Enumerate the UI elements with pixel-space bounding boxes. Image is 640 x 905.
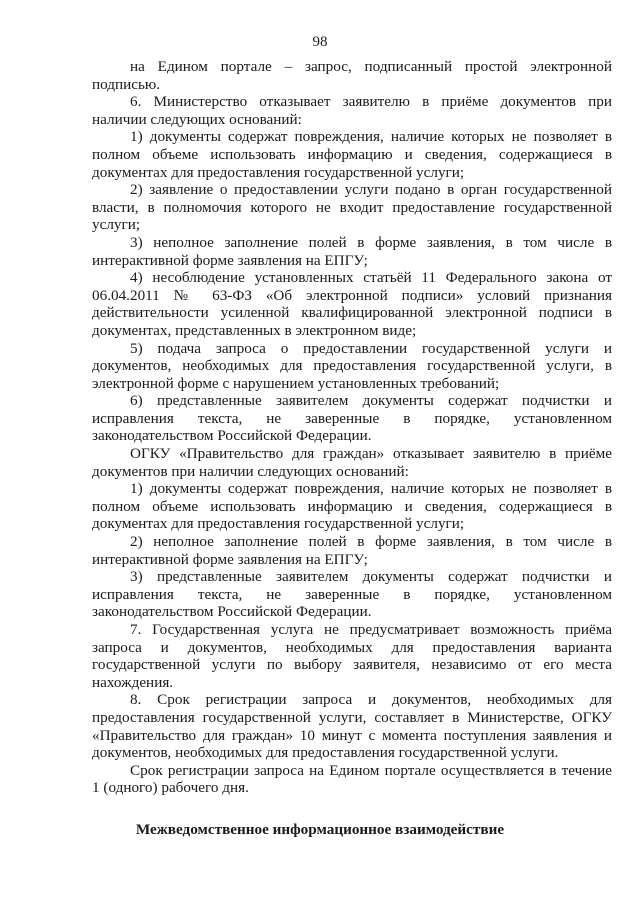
paragraph-ministry-reason-6: 6) представленные заявителем документы содержат подчистки и исправления текста, не заверенные в порядке, установленном законодательством Российской Федерации. — [92, 392, 612, 445]
paragraph-ogku-intro: ОГКУ «Правительство для граждан» отказывает заявителю в приёме документов при наличии следующих оснований: — [92, 445, 612, 480]
paragraph-ministry-reason-3: 3) неполное заполнение полей в форме заявления, в том числе в интерактивной форме заявления на ЕПГУ; — [92, 233, 612, 269]
page-number: 98 — [312, 34, 328, 50]
paragraph-ogku-reason-1: 1) документы содержат повреждения, наличие которых не позволяет в полном объеме использовать информацию и сведения, содержащиеся в документах для предоставления государственной услуги; — [92, 480, 612, 533]
paragraph-registration-term: Срок регистрации запроса на Едином портале осуществляется в течение 1 (одного) рабочего дня. — [92, 761, 612, 797]
paragraph-item-6: 6. Министерство отказывает заявителю в приёме документов при наличии следующих оснований: — [92, 93, 612, 128]
paragraph-ministry-reason-4: 4) несоблюдение установленных статьёй 11 Федерального закона от 06.04.2011 № 63-ФЗ «Об электронной подписи» условий признания действительности усиленной квалифицированной электронной подписи в документах, представленных в электронном виде; — [92, 269, 612, 339]
paragraph-item-8: 8. Срок регистрации запроса и документов, необходимых для предоставления государственной услуги, составляет в Министерстве, ОГКУ «Правительство для граждан» 10 минут с момента поступления заявления и документов, необходимых для предоставления государственной услуги. — [92, 691, 612, 762]
section-heading: Межведомственное информационное взаимодействие — [135, 821, 505, 838]
body-text — [92, 58, 612, 797]
paragraph-continuation: на Едином портале – запрос, подписанный простой электронной подписью. — [92, 58, 612, 93]
paragraph-item-7: 7. Государственная услуга не предусматривает возможность приёма запроса и документов, необходимых для предоставления варианта государственной услуги по выбору заявителя, независимо от его места нахождения. — [92, 621, 612, 691]
paragraph-ogku-reason-2: 2) неполное заполнение полей в форме заявления, в том числе в интерактивной форме заявления на ЕПГУ; — [92, 533, 612, 568]
paragraph-ministry-reason-2: 2) заявление о предоставлении услуги подано в орган государственной власти, в полномочия которого не входит предоставление государственной услуги; — [92, 181, 612, 234]
paragraph-ministry-reason-5: 5) подача запроса о предоставлении государственной услуги и документов, необходимых для предоставления государственной услуги, в электронной форме с нарушением установленных требований; — [92, 339, 612, 392]
paragraph-ogku-reason-3: 3) представленные заявителем документы содержат подчистки и исправления текста, не заверенные в порядке, установленном законодательством Российской Федерации. — [92, 568, 612, 621]
paragraph-ministry-reason-1: 1) документы содержат повреждения, наличие которых не позволяет в полном объеме использовать информацию и сведения, содержащиеся в документах для предоставления государственной услуги; — [92, 128, 612, 181]
